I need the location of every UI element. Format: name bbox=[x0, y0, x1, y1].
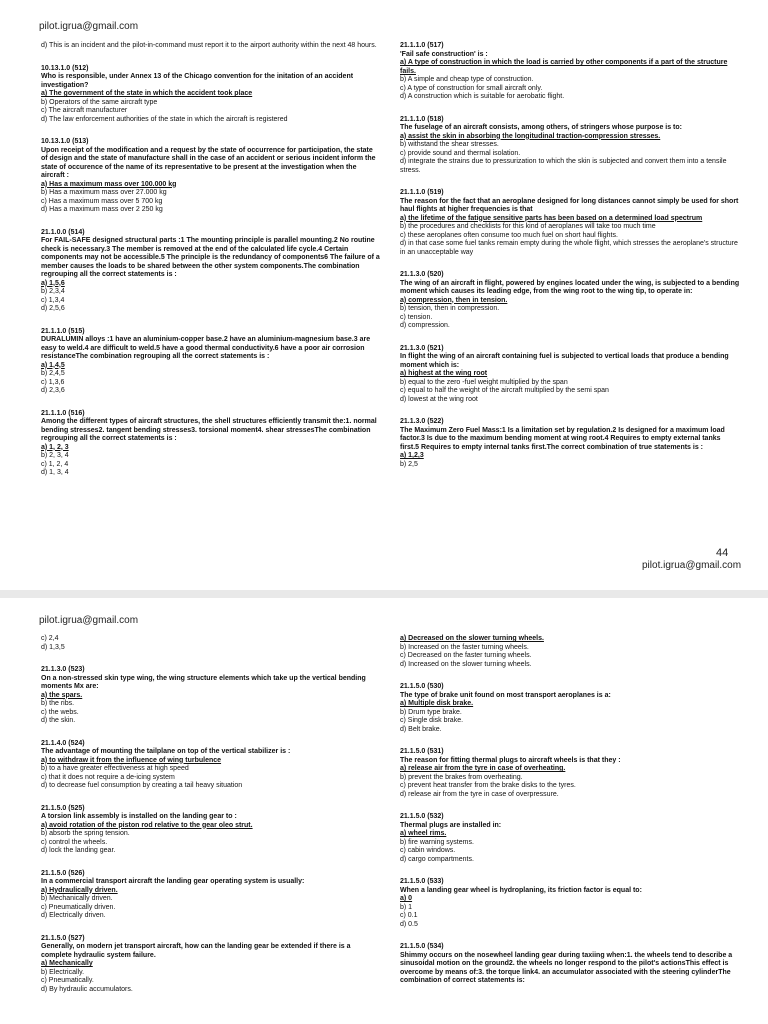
question-code: 21.1.4.0 (524) bbox=[41, 739, 85, 747]
option-line: b) 2, 3, 4 bbox=[41, 452, 69, 459]
correct-answer: a) 1,2,3 bbox=[400, 452, 424, 459]
question-code: 21.1.3.0 (520) bbox=[400, 271, 444, 278]
option-line: b) 2,4,5 bbox=[41, 370, 65, 377]
option-line: c) equal to half the weight of the aircraft multiplied by the semi span bbox=[400, 387, 609, 394]
option-line: b) A simple and cheap type of construction. bbox=[400, 76, 534, 83]
option-line: d) Belt brake. bbox=[400, 725, 442, 733]
left-column bbox=[41, 635, 381, 1008]
option-line: d) lock the landing gear. bbox=[41, 847, 116, 854]
option-line: d) to decrease fuel consumption by creating a tail heavy situation bbox=[41, 782, 243, 789]
option-line: c) tension. bbox=[400, 313, 433, 321]
question-block bbox=[400, 116, 740, 176]
correct-answer: a) avoid rotation of the piston rod relative to the gear oleo strut. bbox=[41, 821, 253, 829]
option-line: b) Operators of the same aircraft type bbox=[41, 98, 158, 106]
question-block bbox=[400, 345, 740, 405]
question-text: On a non-stressed skin type wing, the wing structure elements which take up the vertical bending moments Mx are: bbox=[41, 674, 366, 690]
question-code: 21.1.5.0 (534) bbox=[400, 943, 444, 950]
option-line: d) This is an incident and the pilot-in-command must report it to the airport authority within the next 48 hours. bbox=[41, 42, 377, 49]
correct-answer: a) Multiple disk brake. bbox=[400, 700, 474, 707]
question-code: 21.1.5.0 (532) bbox=[400, 813, 444, 820]
question-code: 21.1.3.0 (521) bbox=[400, 344, 444, 352]
correct-answer: a) 1,5,6 bbox=[41, 279, 65, 287]
question-block bbox=[41, 805, 381, 856]
correct-answer: a) A type of construction in which the load is carried by other components if a part of the structure fails. bbox=[400, 59, 728, 75]
option-line: b) 1 bbox=[400, 903, 413, 911]
option-line: c) 1, 2, 4 bbox=[41, 460, 69, 468]
question-code: 10.13.1.0 (512) bbox=[41, 64, 89, 72]
header-email: pilot.igrua@gmail.com bbox=[39, 615, 139, 626]
option-line: b) tension, then in compression. bbox=[400, 305, 500, 312]
correct-answer: a) wheel rims. bbox=[400, 830, 447, 837]
page-number: 44 bbox=[716, 547, 729, 559]
question-text: Who is responsible, under Annex 13 of the Chicago convention for the initation of an accident investigation? bbox=[41, 73, 354, 89]
question-block bbox=[41, 666, 381, 726]
question-code: 21.1.5.0 (531) bbox=[400, 748, 444, 755]
question-text: The reason for the fact that an aeroplane designed for long distances cannot simply be used for short haul flights at higher frequencies is that bbox=[400, 197, 739, 213]
option-line: b) to a have greater effectiveness at high speed bbox=[41, 765, 189, 772]
option-line: b) Has a maximum mass over 27.000 kg bbox=[41, 189, 167, 196]
option-line: b) 2,3,4 bbox=[41, 288, 65, 295]
question-text: The wing of an aircraft in flight, powered by engines located under the wing, is subjected to a bending moment which causes its leading edge, from the wing root to the wing tip, to operate in: bbox=[400, 279, 740, 295]
option-line: c) Decreased on the faster turning wheels. bbox=[400, 652, 532, 659]
option-line: d) 2,5,6 bbox=[41, 305, 65, 312]
correct-answer: a) compression, then in tension. bbox=[400, 296, 508, 304]
question-code: 21.1.1.0 (517) bbox=[400, 42, 444, 49]
question-text: In a commercial transport aircraft the landing gear operating system is usually: bbox=[41, 878, 305, 885]
question-text: DURALUMIN alloys :1 have an aluminium-copper base.2 have an aluminium-magnesium base.3 are easy to weld.4 are difficult to weld.5 have a good thermal conductivity.6 have a poor air corrosion resistanceThe combination regrouping all the correct statements is : bbox=[41, 336, 371, 360]
question-block bbox=[400, 943, 740, 986]
correct-answer: a) The government of the state in which the accident took place bbox=[41, 90, 253, 97]
question-block bbox=[400, 42, 740, 102]
correct-answer: a) the spars. bbox=[41, 691, 83, 699]
option-line: c) Single disk brake. bbox=[400, 717, 464, 724]
question-block bbox=[400, 271, 740, 331]
question-block bbox=[41, 935, 381, 995]
option-line: d) Increased on the slower turning wheels. bbox=[400, 660, 532, 668]
correct-answer: a) 1, 2, 3 bbox=[41, 443, 69, 451]
question-text: Among the different types of aircraft structures, the shell structures efficiently transmit the:1. normal bending stresses2. tangent bending stresses3. torsional moment4. shear stressesThe combination regrouping all the correct statements is : bbox=[41, 418, 377, 442]
question-code: 21.1.5.0 (525) bbox=[41, 804, 85, 812]
option-line: b) withstand the shear stresses. bbox=[400, 141, 499, 148]
question-code: 21.1.1.0 (516) bbox=[41, 409, 85, 417]
option-line: d) 1, 3, 4 bbox=[41, 469, 69, 476]
question-code: 21.1.5.0 (530) bbox=[400, 683, 444, 690]
option-line: c) Pneumatically. bbox=[41, 977, 94, 984]
question-block bbox=[41, 229, 381, 314]
option-line: b) fire warning systems. bbox=[400, 838, 474, 846]
option-line: b) equal to the zero -fuel weight multiplied by the span bbox=[400, 378, 568, 386]
option-line: b) Electrically. bbox=[41, 968, 85, 976]
option-line: d) By hydraulic accumulators. bbox=[41, 985, 133, 993]
question-code: 21.1.5.0 (526) bbox=[41, 869, 85, 877]
correct-answer: a) assist the skin in absorbing the longitudinal traction-compression stresses. bbox=[400, 132, 661, 140]
correct-answer: a) the lifetime of the fatigue sensitive parts has been based on a determined load spectrum bbox=[400, 214, 703, 222]
correct-answer: a) highest at the wing root bbox=[400, 370, 488, 377]
question-text: When a landing gear wheel is hydroplaning, its friction factor is equal to: bbox=[400, 886, 642, 894]
option-line: c) these aeroplanes often consume too much fuel on short haul flights. bbox=[400, 231, 618, 239]
question-text: Shimmy occurs on the nosewheel landing gear during taxiing when:1. the wheels tend to describe a sinusoidal motion on the ground2. the wheels no longer respond to the pilot's actionsThis effect is overcome by means of:3. the torque link4. an accumulator associated with the steering cylinderThe combination of correct statements is: bbox=[400, 951, 733, 984]
question-text: For FAIL-SAFE designed structural parts :1 The mounting principle is parallel mounting.2 No routine check is necessary.3 The member is removed at the end of the calculated life cycle.4 Certain components may not be accessible.5 The principle is the redundancy of components6 The failure of a member causes the loads to be shared between the other system components.The combination regrouping all the correct statements is : bbox=[41, 237, 380, 278]
left-column bbox=[41, 42, 381, 492]
option-line: d) 0.5 bbox=[400, 920, 418, 928]
question-text: The advantage of mounting the tailplane on top of the vertical stabilizer is : bbox=[41, 748, 291, 755]
option-line: b) the ribs. bbox=[41, 700, 75, 707]
option-line: c) that it does not require a de-icing system bbox=[41, 773, 175, 781]
option-line: c) 1,3,6 bbox=[41, 378, 65, 386]
correct-answer: a) release air from the tyre in case of overheating. bbox=[400, 765, 566, 772]
question-code: 21.1.0.0 (514) bbox=[41, 228, 85, 236]
option-line: d) in that case some fuel tanks remain empty during the whole flight, which stresses the aeroplane's structure in an unacceptable way bbox=[400, 240, 738, 256]
continued-options bbox=[400, 635, 740, 669]
question-code: 21.1.3.0 (523) bbox=[41, 666, 85, 673]
option-line: c) control the wheels. bbox=[41, 838, 108, 846]
option-line: c) 2,4 bbox=[41, 635, 59, 642]
question-block bbox=[41, 410, 381, 478]
option-line: c) Pneumatically driven. bbox=[41, 903, 116, 911]
option-line: b) 2,5 bbox=[400, 460, 418, 468]
question-text: The reason for fitting thermal plugs to aircraft wheels is that they : bbox=[400, 756, 621, 764]
question-block bbox=[41, 740, 381, 791]
question-block bbox=[400, 683, 740, 734]
header-email: pilot.igrua@gmail.com bbox=[39, 21, 139, 32]
correct-answer: a) Has a maximum mass over 100.000 kg bbox=[41, 180, 177, 188]
question-code: 21.1.5.0 (533) bbox=[400, 878, 444, 885]
right-column bbox=[400, 42, 740, 483]
continued-options bbox=[41, 635, 381, 652]
footer-email: pilot.igrua@gmail.com bbox=[642, 560, 742, 571]
question-code: 21.1.3.0 (522) bbox=[400, 418, 444, 425]
correct-answer: a) 1,4,5 bbox=[41, 361, 65, 369]
option-line: c) 0.1 bbox=[400, 912, 418, 919]
document-page-2 bbox=[0, 598, 768, 1024]
continued-options bbox=[41, 42, 381, 51]
question-block bbox=[400, 418, 740, 469]
question-text: The Maximum Zero Fuel Mass:1 Is a limitation set by regulation.2 Is designed for a maximum load factor.3 Is due to the maximum bending moment at wing root.4 Requires to empty external tanks first.5 Requires to empty internal tanks first.The correct combination of true statements is : bbox=[400, 426, 725, 451]
option-line: c) provide sound and thermal isolation. bbox=[400, 149, 521, 157]
correct-answer: a) 0 bbox=[400, 895, 413, 902]
question-text: The fuselage of an aircraft consists, among others, of stringers whose purpose is to: bbox=[400, 124, 682, 131]
correct-answer: a) Decreased on the slower turning wheels. bbox=[400, 635, 544, 642]
question-block bbox=[400, 748, 740, 799]
question-code: 21.1.5.0 (527) bbox=[41, 934, 85, 942]
question-text: Upon receipt of the modification and a request by the state of occurrence for participation, the state of design and the state of manufacture shall in the case of an accident or serious incident inform the state of occurence of the name of its representative to be present at the investigation when the aircraft : bbox=[41, 146, 376, 179]
correct-answer: a) Hydraulically driven. bbox=[41, 886, 118, 894]
page-separator bbox=[0, 590, 768, 598]
question-block bbox=[41, 138, 381, 215]
question-code: 10.13.1.0 (513) bbox=[41, 138, 89, 145]
option-line: c) prevent heat transfer from the brake disks to the tyres. bbox=[400, 782, 576, 789]
option-line: d) integrate the strains due to pressurization to which the skin is subjected and convert them into a tensile stress. bbox=[400, 158, 727, 174]
question-code: 21.1.1.0 (515) bbox=[41, 327, 85, 335]
question-block bbox=[400, 813, 740, 864]
option-line: d) 2,3,6 bbox=[41, 387, 65, 394]
question-text: 'Fail safe construction' is : bbox=[400, 50, 488, 58]
question-block bbox=[41, 870, 381, 921]
question-code: 21.1.1.0 (518) bbox=[400, 115, 444, 123]
option-line: c) cabin windows. bbox=[400, 847, 456, 854]
question-text: A torsion link assembly is installed on the landing gear to : bbox=[41, 813, 237, 820]
option-line: b) Increased on the faster turning wheels. bbox=[400, 643, 529, 651]
option-line: c) The aircraft manufacturer bbox=[41, 107, 128, 114]
correct-answer: a) to withdraw it from the influence of wing turbulence bbox=[41, 756, 222, 764]
question-text: Thermal plugs are installed in: bbox=[400, 821, 502, 829]
question-code: 21.1.1.0 (519) bbox=[400, 189, 444, 196]
question-block bbox=[400, 189, 740, 257]
right-column bbox=[400, 635, 740, 1000]
option-line: d) lowest at the wing root bbox=[400, 395, 478, 403]
option-line: d) 1,3,5 bbox=[41, 643, 65, 651]
option-line: b) Drum type brake. bbox=[400, 708, 462, 716]
option-line: b) prevent the brakes from overheating. bbox=[400, 773, 523, 781]
option-line: d) A construction which is suitable for aerobatic flight. bbox=[400, 93, 565, 100]
option-line: d) release air from the tyre in case of overpressure. bbox=[400, 790, 559, 798]
option-line: c) Has a maximum mass over 5 700 kg bbox=[41, 197, 163, 205]
option-line: d) compression. bbox=[400, 322, 450, 329]
option-line: d) Has a maximum mass over 2 250 kg bbox=[41, 206, 163, 213]
question-text: In flight the wing of an aircraft containing fuel is subjected to vertical loads that produce a bending moment which is: bbox=[400, 353, 729, 369]
question-block bbox=[400, 878, 740, 929]
option-line: d) the skin. bbox=[41, 717, 76, 724]
option-line: d) The law enforcement authorities of the state in which the aircraft is registered bbox=[41, 115, 288, 123]
correct-answer: a) Mechanically bbox=[41, 960, 93, 967]
option-line: c) 1,3,4 bbox=[41, 296, 65, 304]
question-text: The type of brake unit found on most transport aeroplanes is a: bbox=[400, 691, 611, 699]
option-line: b) absorb the spring tension. bbox=[41, 830, 130, 837]
option-line: b) the procedures and checklists for this kind of aeroplanes will take too much time bbox=[400, 223, 656, 230]
option-line: c) the webs. bbox=[41, 708, 79, 716]
question-text: Generally, on modern jet transport aircraft, how can the landing gear be extended if there is a complete hydraulic system failure. bbox=[41, 943, 351, 959]
option-line: b) Mechanically driven. bbox=[41, 895, 113, 902]
option-line: d) Electrically driven. bbox=[41, 912, 106, 919]
question-block bbox=[41, 65, 381, 125]
question-block bbox=[41, 328, 381, 396]
option-line: c) A type of construction for small aircraft only. bbox=[400, 84, 543, 92]
option-line: d) cargo compartments. bbox=[400, 855, 474, 863]
